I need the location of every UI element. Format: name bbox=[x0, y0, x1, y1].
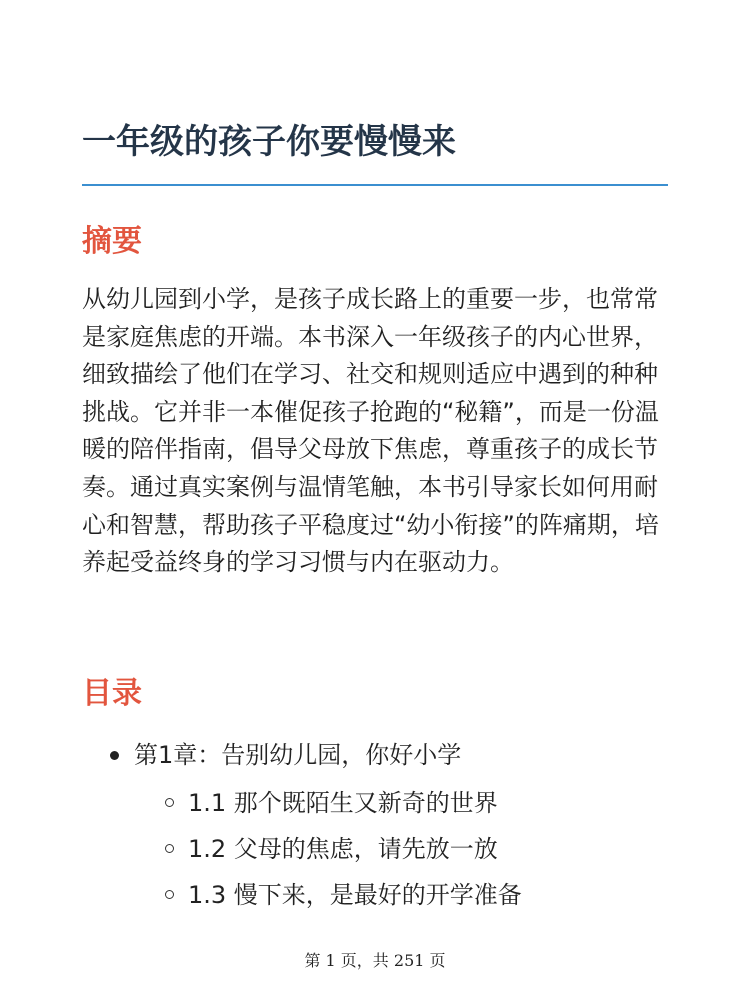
toc-list bbox=[82, 737, 668, 913]
summary-text: 从幼儿园到小学，是孩子成长路上的重要一步，也常常是家庭焦虑的开端。本书深入一年级孩子的内心世界，细致描绘了他们在学习、社交和规则适应中遇到的种种挑战。它并非一本催促孩子抢跑的“秘籍”，而是一份温暖的陪伴指南，倡导父母放下焦虑，尊重孩子的成长节奏。通过真实案例与温情笔触，本书引导家长如何用耐心和智慧，帮助孩子平稳度过“幼小衔接”的阵痛期，培养起受益终身的学习习惯与内在驱动力。 bbox=[82, 285, 659, 577]
toc-chapter-label: 第1章：告别幼儿园，你好小学 bbox=[134, 741, 462, 769]
toc-section-list bbox=[82, 785, 668, 913]
toc-section-label: 1.3 慢下来，是最好的开学准备 bbox=[188, 881, 522, 909]
bullet-circle-icon bbox=[165, 844, 174, 853]
toc-heading: 目录 bbox=[82, 676, 142, 711]
page-footer: 第 1 页，共 251 页 bbox=[304, 951, 446, 970]
summary-heading: 摘要 bbox=[82, 224, 142, 259]
document-page bbox=[82, 0, 668, 1000]
toc-section-1-2[interactable] bbox=[82, 831, 668, 867]
toc-section-1-1[interactable] bbox=[82, 785, 668, 821]
title-divider bbox=[82, 184, 668, 186]
bullet-circle-icon bbox=[165, 890, 174, 899]
toc-chapter-1 bbox=[82, 737, 668, 913]
book-title: 一年级的孩子你要慢慢来 bbox=[82, 122, 456, 162]
bullet-circle-icon bbox=[165, 798, 174, 807]
toc-section-label: 1.1 那个既陌生又新奇的世界 bbox=[188, 789, 498, 817]
toc-chapter-row[interactable] bbox=[82, 737, 668, 773]
toc-section-label: 1.2 父母的焦虑，请先放一放 bbox=[188, 835, 498, 863]
bullet-disc-icon bbox=[110, 751, 119, 760]
toc-section-1-3[interactable] bbox=[82, 877, 668, 913]
